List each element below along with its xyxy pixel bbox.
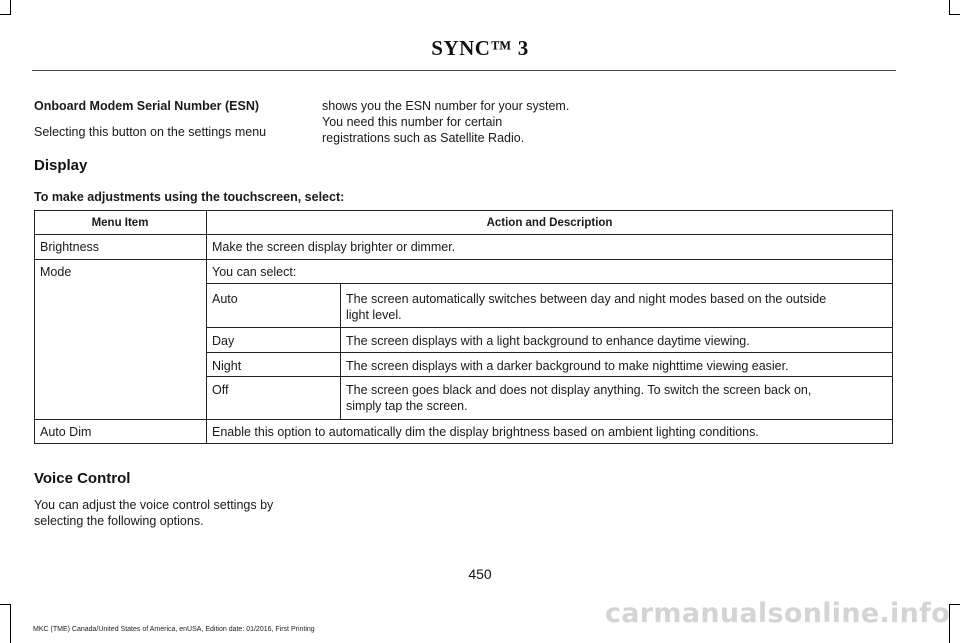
mode-sub-desc-auto-2: light level. <box>346 308 402 322</box>
voice-text-2: selecting the following options. <box>34 514 204 528</box>
page-header-title: SYNC™ 3 <box>431 36 529 60</box>
table-row-auto-dim-item: Auto Dim <box>40 425 92 439</box>
crop-mark <box>0 14 11 15</box>
mode-sub-item-auto: Auto <box>212 292 238 306</box>
table-row-auto-dim-desc: Enable this option to automatically dim the display brightness based on ambient lighting conditions. <box>212 425 759 439</box>
esn-text-left: Selecting this button on the settings menu <box>34 125 267 139</box>
table-rule <box>206 283 893 284</box>
table-header-action: Action and Description <box>486 217 613 229</box>
page-number: 450 <box>468 566 492 582</box>
table-subcol-divider <box>340 283 341 419</box>
voice-text-1: You can adjust the voice control settings by <box>34 498 274 512</box>
footer-edition: MKC (TME) Canada/United States of America, enUSA, Edition date: 01/2016, First Printing <box>33 626 315 633</box>
header-rule <box>32 70 896 71</box>
table-header-menu-item: Menu Item <box>91 217 149 229</box>
table-row-brightness-item: Brightness <box>40 240 100 254</box>
table-rule <box>34 419 893 420</box>
watermark-logo: carmanualsonline.info <box>604 598 950 629</box>
table-rule <box>206 352 893 353</box>
crop-mark <box>949 604 960 605</box>
crop-mark <box>0 604 11 605</box>
mode-sub-desc-night: The screen displays with a darker background to make nighttime viewing easier. <box>346 359 789 373</box>
crop-mark <box>949 0 950 14</box>
esn-text-right-1: shows you the ESN number for your system. <box>322 99 570 113</box>
crop-mark <box>949 14 960 15</box>
esn-text-right-2: You need this number for certain <box>322 115 503 129</box>
table-rule <box>206 376 893 377</box>
esn-text-right-3: registrations such as Satellite Radio. <box>322 131 525 145</box>
table-row-mode-item: Mode <box>40 265 72 279</box>
voice-heading: Voice Control <box>34 470 131 487</box>
mode-sub-item-off: Off <box>212 383 229 397</box>
display-intro: To make adjustments using the touchscreen, select: <box>34 190 345 204</box>
mode-sub-desc-auto-1: The screen automatically switches between day and night modes based on the outside <box>346 292 827 306</box>
mode-sub-item-night: Night <box>212 359 242 373</box>
mode-sub-desc-off-1: The screen goes black and does not display anything. To switch the screen back on, <box>346 383 812 397</box>
table-row-brightness-desc: Make the screen display brighter or dimmer. <box>212 240 456 254</box>
mode-sub-item-day: Day <box>212 334 235 348</box>
display-heading: Display <box>34 157 88 174</box>
esn-heading: Onboard Modem Serial Number (ESN) <box>34 99 260 113</box>
table-rule <box>206 327 893 328</box>
table-col-divider <box>206 210 207 444</box>
crop-mark <box>10 604 11 643</box>
table-rule <box>34 259 893 260</box>
mode-sub-desc-off-2: simply tap the screen. <box>346 399 468 413</box>
mode-sub-desc-day: The screen displays with a light background to enhance daytime viewing. <box>346 334 750 348</box>
table-row-mode-desc: You can select: <box>212 265 297 279</box>
table-rule <box>34 234 893 235</box>
crop-mark <box>10 0 11 14</box>
